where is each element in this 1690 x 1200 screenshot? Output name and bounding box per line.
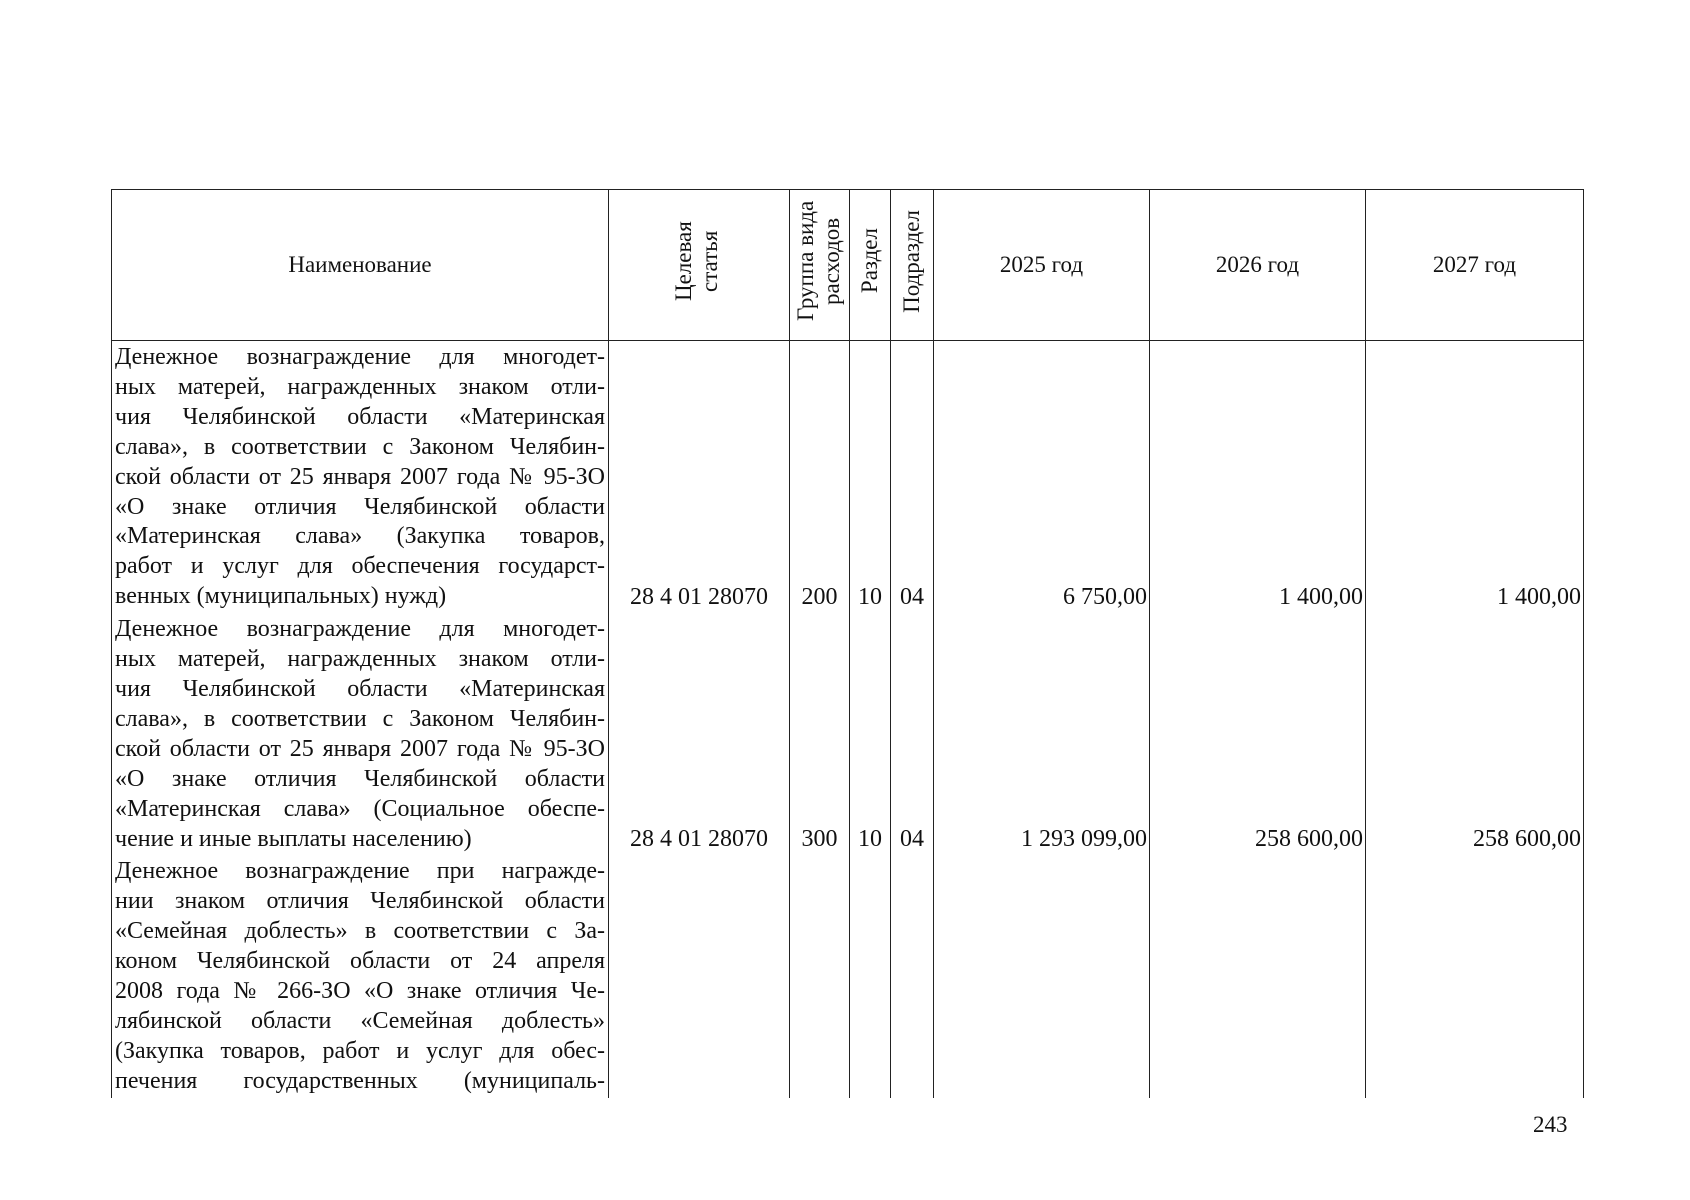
row-subsection-cell: [891, 855, 934, 1097]
row-section-cell: [850, 855, 891, 1097]
row-name-line: ных матерей, награжденных знаком отли-: [115, 373, 605, 400]
row-2026-cell: 1 400,00: [1150, 341, 1366, 614]
table-row: [112, 341, 1584, 614]
header-2026: 2026 год: [1150, 190, 1366, 341]
header-name: Наименование: [112, 190, 609, 341]
header-subsection: [891, 190, 934, 341]
table-row: [112, 613, 1584, 855]
row-2026-cell: [1150, 855, 1366, 1097]
header-target-label: Целевая статья: [671, 221, 722, 301]
row-name-line: Денежное вознаграждение для многодет-: [115, 616, 605, 643]
row-2025-cell: 1 293 099,00: [934, 613, 1150, 855]
row-name-line: работ и услуг для обеспечения государст-: [115, 553, 605, 580]
budget-table: [111, 189, 1584, 1098]
row-2027-cell: [1366, 855, 1584, 1097]
row-name-line: печения государственных (муниципаль-: [115, 1067, 605, 1094]
header-2025: 2025 год: [934, 190, 1150, 341]
page-number: 243: [1533, 1112, 1568, 1137]
row-name-line: чия Челябинской области «Материнская: [115, 403, 605, 430]
row-name-line: лябинской области «Семейная доблесть»: [115, 1007, 605, 1034]
row-target-cell: 28 4 01 28070: [609, 341, 790, 614]
row-name-line: «О знаке отличия Челябинской области: [115, 493, 605, 520]
row-name-line: Денежное вознаграждение при награжде-: [115, 858, 605, 885]
header-target: [609, 190, 790, 341]
row-name-line: чия Челябинской области «Материнская: [115, 675, 605, 702]
row-expense-group-cell: 200: [790, 341, 850, 614]
row-name-line: Денежное вознаграждение для многодет-: [115, 344, 605, 370]
row-2027-cell: 1 400,00: [1366, 341, 1584, 614]
header-2027: 2027 год: [1366, 190, 1584, 341]
table-header-row: [112, 190, 1584, 341]
row-name-cell: [112, 341, 609, 614]
row-name-line: слава», в соответствии с Законом Челябин-: [115, 433, 605, 460]
row-target-cell: [609, 855, 790, 1097]
row-name-cell: [112, 613, 609, 855]
row-subsection-cell: 04: [891, 613, 934, 855]
row-subsection-cell: 04: [891, 341, 934, 614]
row-2025-cell: 6 750,00: [934, 341, 1150, 614]
header-section: [850, 190, 891, 341]
row-name-line: ской области от 25 января 2007 года № 95-ЗО: [115, 735, 605, 762]
row-name-line: «Материнская слава» (Закупка товаров,: [115, 523, 605, 550]
row-name-line: 2008 года № 266-ЗО «О знаке отличия Че-: [115, 978, 605, 1005]
row-2026-cell: 258 600,00: [1150, 613, 1366, 855]
row-name-line: (Закупка товаров, работ и услуг для обес-: [115, 1037, 605, 1064]
table-row: [112, 855, 1584, 1097]
row-name-line: коном Челябинской области от 24 апреля: [115, 948, 605, 975]
row-name-line: ской области от 25 января 2007 года № 95-ЗО: [115, 463, 605, 490]
row-name-line: ных матерей, награжденных знаком отли-: [115, 646, 605, 673]
row-name-line: «О знаке отличия Челябинской области: [115, 765, 605, 792]
row-2027-cell: 258 600,00: [1366, 613, 1584, 855]
row-section-cell: 10: [850, 613, 891, 855]
row-expense-group-cell: [790, 855, 850, 1097]
row-2025-cell: [934, 855, 1150, 1097]
row-name-cell: [112, 855, 609, 1097]
header-subsection-label: Подраздел: [899, 209, 924, 313]
row-name-line: «Материнская слава» (Социальное обеспе-: [115, 795, 605, 822]
row-expense-group-cell: 300: [790, 613, 850, 855]
header-section-label: Раздел: [857, 228, 882, 294]
row-name-line: слава», в соответствии с Законом Челябин-: [115, 705, 605, 732]
row-target-cell: 28 4 01 28070: [609, 613, 790, 855]
row-name-line: «Семейная доблесть» в соответствии с За-: [115, 918, 605, 945]
row-name-line: чение и иные выплаты населению): [115, 825, 472, 852]
header-expense-group: [790, 190, 850, 341]
row-name-line: нии знаком отличия Челябинской области: [115, 888, 605, 915]
row-name-line: венных (муниципальных) нужд): [115, 583, 447, 610]
row-section-cell: 10: [850, 341, 891, 614]
header-expense-group-label: Группа вида расходов: [792, 200, 844, 322]
